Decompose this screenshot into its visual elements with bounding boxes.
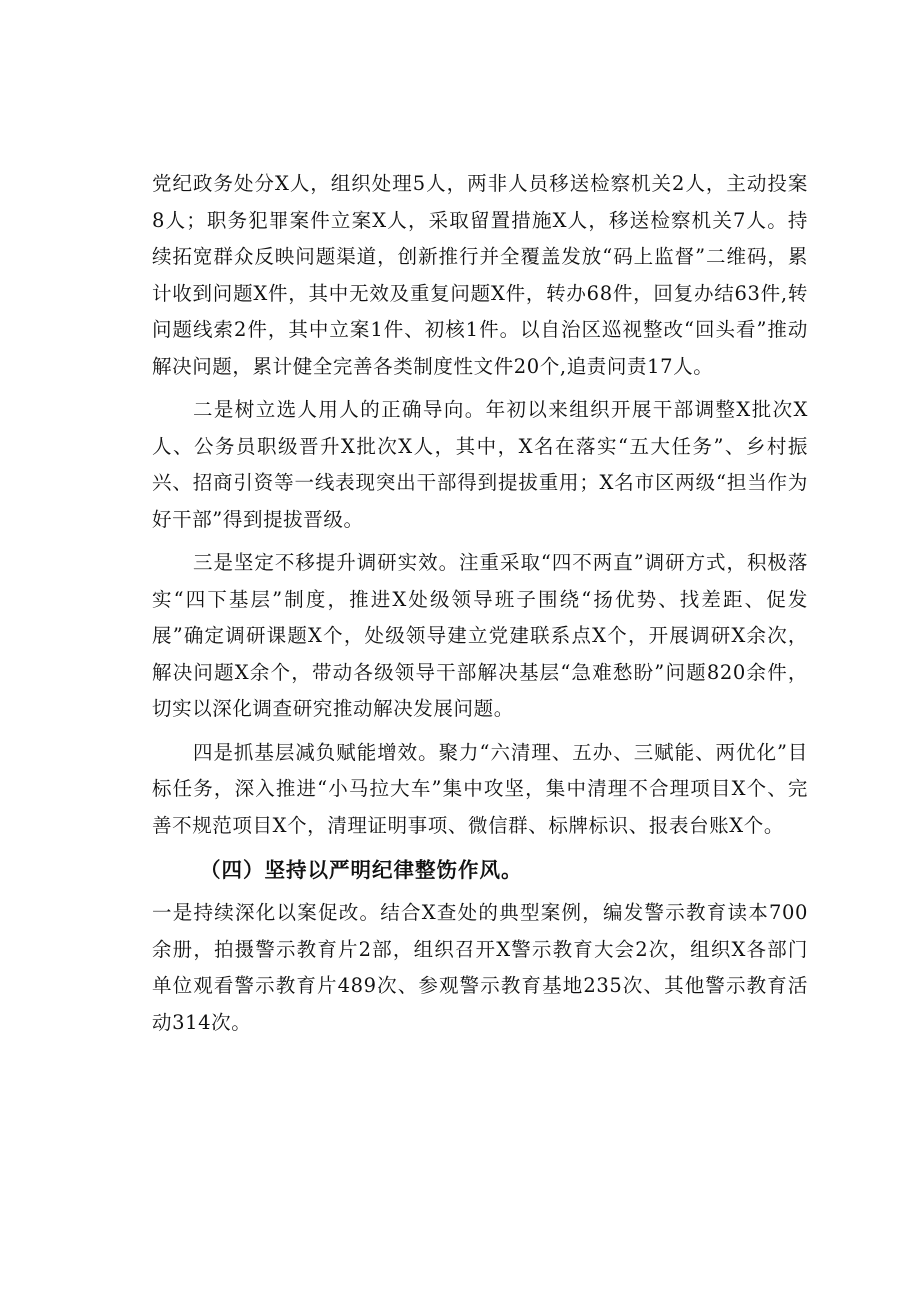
paragraph-research-effectiveness: 三是坚定不移提升调研实效。注重采取“四不两直”调研方式，积极落实“四下基层”制度，推进X处级领导班子围绕“扬优势、找差距、促发展”确定调研课题X个，处级领导建立党建联系点X个，开展调研X余次，解决问题X余个，带动各级领导干部解决基层“急难愁盼”问题820余件，切实以深化调查研究推动解决发展问题。 (152, 551, 808, 720)
paragraph-discipline-cases: 党纪政务处分X人，组织处理5人，两非人员移送检察机关2人，主动投案8人；职务犯罪案件立案X人，采取留置措施X人，移送检察机关7人。持续拓宽群众反映问题渠道，创新推行并全覆盖发放“码上监督”二维码，累计收到问题X件，其中无效及重复问题X件，转办68件，回复办结63件,转问题线索2件，其中立案1件、初核1件。以自治区巡视整改“回头看”推动解决问题，累计健全完善各类制度性文件20个,追责问责17人。 (152, 172, 808, 378)
document-body (152, 166, 808, 1041)
paragraph-grassroots-burden: 四是抓基层减负赋能增效。聚力“六清理、五办、三赋能、两优化”目标任务，深入推进“小马拉大车”集中攻坚，集中清理不合理项目X个、完善不规范项目X个，清理证明事项、微信群、标牌标识、报表台账X个。 (152, 740, 808, 837)
paragraph-personnel-selection: 二是树立选人用人的正确导向。年初以来组织开展干部调整X批次X人、公务员职级晋升X批次X人，其中，X名在落实“五大任务”、乡村振兴、招商引资等一线表现突出干部得到提拔重用；X名市区两级“担当作为好干部”得到提拔晋级。 (152, 398, 808, 531)
section-heading: （四）坚持以严明纪律整饬作风。 (200, 858, 523, 882)
paragraph-case-reform: 一是持续深化以案促改。结合X查处的典型案例，编发警示教育读本700余册，拍摄警示教育片2部，组织召开X警示教育大会2次，组织X各部门单位观看警示教育片489次、参观警示教育基地235次、其他警示教育活动314次。 (152, 901, 808, 1034)
